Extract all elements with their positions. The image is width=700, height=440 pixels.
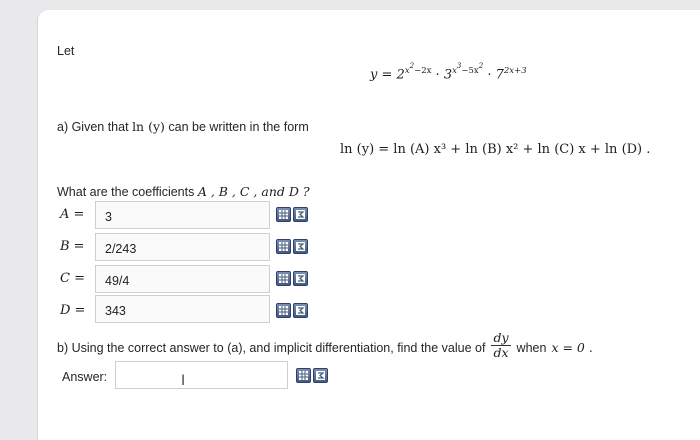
label-d: D =	[60, 303, 86, 318]
label-b: B =	[60, 239, 85, 254]
table-tool-icon[interactable]	[276, 303, 291, 318]
coefficient-d-field[interactable]: 343	[95, 295, 270, 323]
answer-tools	[296, 368, 328, 383]
formula-tool-icon[interactable]	[293, 271, 308, 286]
part-a-prompt: a) Given that ln (y) can be written in the form	[57, 119, 309, 134]
table-tool-icon[interactable]	[276, 207, 291, 222]
table-tool-icon[interactable]	[296, 368, 311, 383]
equation-y: $y = 2^{x^2-2x} \cdot 3^{x^3-5x^2} \cdot 7^{2x+3}$	[370, 62, 527, 83]
question-coefficients: What are the coefficients A , B , C , and D ?	[57, 184, 310, 199]
formula-tool-icon[interactable]	[293, 303, 308, 318]
field-d-tools	[276, 303, 308, 318]
formula-tool-icon[interactable]	[313, 368, 328, 383]
label-a: A =	[60, 207, 85, 222]
derivative-fraction: $\frac{dy}{dx}$	[493, 330, 509, 360]
answer-label: Answer:	[62, 370, 108, 384]
equation-ln-form: ln (y) = ln (A) x³ + ln (B) x² + ln (C) x + ln (D) .	[340, 142, 651, 157]
table-tool-icon[interactable]	[276, 271, 291, 286]
formula-tool-icon[interactable]	[293, 207, 308, 222]
intro-label: Let	[57, 44, 75, 58]
field-a-tools	[276, 207, 308, 222]
coefficient-a-field[interactable]: 3	[95, 201, 270, 229]
coefficient-b-field[interactable]: 2/243	[95, 233, 270, 261]
field-b-tools	[276, 239, 308, 254]
answer-input[interactable]	[115, 361, 288, 389]
label-c: C =	[60, 271, 85, 286]
table-tool-icon[interactable]	[276, 239, 291, 254]
coefficient-c-field[interactable]: 49/4	[95, 265, 270, 293]
text-cursor: I	[181, 373, 186, 389]
part-b-prompt: b) Using the correct answer to (a), and implicit differentiation, find the value of $\frac{dy}{dx}$ when x = 0 .	[57, 330, 593, 360]
formula-tool-icon[interactable]	[293, 239, 308, 254]
field-c-tools	[276, 271, 308, 286]
